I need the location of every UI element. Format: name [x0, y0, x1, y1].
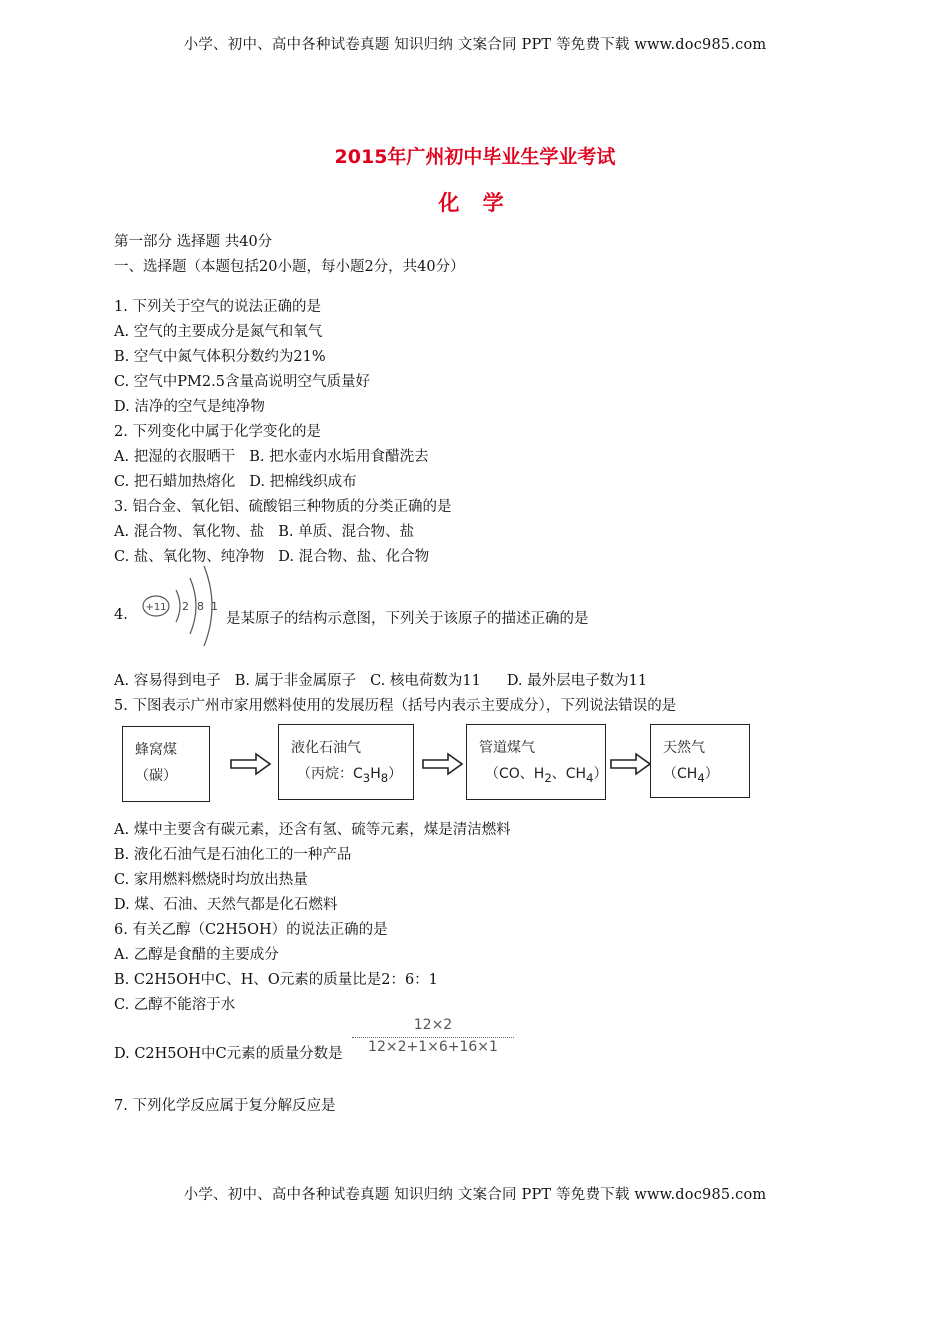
flow-box-2-comp-prefix: （丙烷：C — [297, 766, 363, 782]
flow-box-3-comp — [485, 763, 607, 785]
q4-number: 4. — [114, 607, 128, 623]
q1-option-b: B. 空气中氮气体积分数约为21% — [114, 349, 326, 365]
q3-option-b: B. 单质、混合物、盐 — [278, 524, 415, 540]
flow-box-3-sub1: 2 — [544, 770, 552, 785]
flow-box-1-comp: （碳） — [135, 768, 177, 784]
flow-box-4-comp — [663, 763, 719, 785]
q4-option-c: C. 核电荷数为11 — [370, 673, 481, 689]
fraction-denominator: 12×2+1×6+16×1 — [368, 1039, 498, 1055]
q3-stem: 3. 铝合金、氧化铝、硫酸铝三种物质的分类正确的是 — [114, 499, 452, 515]
q2-options-cd — [114, 470, 357, 491]
fuel-history-flowchart — [120, 722, 760, 804]
q4-options — [114, 669, 647, 690]
atom-shell-3-electrons: 1 — [211, 600, 218, 613]
q2-option-d: D. 把棉线织成布 — [249, 474, 357, 490]
flow-box-natural-gas — [650, 724, 750, 798]
q2-option-c: C. 把石蜡加热熔化 — [114, 474, 236, 490]
q4-stem: 是某原子的结构示意图，下列关于该原子的描述正确的是 — [226, 611, 589, 627]
flow-arrow-icon — [422, 752, 464, 776]
q6-option-d: D. C2H5OH中C元素的质量分数是 — [114, 1046, 343, 1062]
q6-option-b: B. C2H5OH中C、H、O元素的质量比是2：6：1 — [114, 972, 438, 988]
flow-box-2-sub2: 8 — [380, 770, 389, 785]
q7-stem: 7. 下列化学反应属于复分解反应是 — [114, 1098, 336, 1114]
atom-structure-diagram — [140, 564, 225, 648]
flow-box-honeycomb-coal — [122, 726, 210, 802]
flow-box-3-sub2: 4 — [586, 770, 594, 785]
flow-box-2-mid: H — [370, 766, 381, 782]
atom-shell-2 — [190, 578, 196, 634]
atom-nucleus-charge: +11 — [145, 602, 167, 613]
q2-option-a: A. 把湿的衣服晒干 — [114, 449, 236, 465]
q3-option-c: C. 盐、氧化物、纯净物 — [114, 549, 265, 565]
flow-box-3-name: 管道煤气 — [479, 740, 535, 756]
flow-box-4-sub1: 4 — [697, 770, 705, 785]
q6-option-a: A. 乙醇是食醋的主要成分 — [114, 947, 279, 963]
q1-option-a: A. 空气的主要成分是氮气和氧气 — [114, 324, 323, 340]
q1-option-d: D. 洁净的空气是纯净物 — [114, 399, 265, 415]
q2-option-b: B. 把水壶内水垢用食醋洗去 — [249, 449, 429, 465]
q4-option-a: A. 容易得到电子 — [114, 673, 221, 689]
flow-box-2-suffix: ） — [388, 766, 403, 782]
fraction-bar — [352, 1037, 514, 1038]
section-heading: 一、选择题（本题包括20小题，每小题2分，共40分） — [114, 259, 465, 275]
q5-option-c: C. 家用燃料燃烧时均放出热量 — [114, 872, 308, 888]
q5-option-a: A. 煤中主要含有碳元素，还含有氢、硫等元素，煤是清洁燃料 — [114, 822, 511, 838]
flow-arrow-icon — [610, 752, 652, 776]
atom-shell-1-electrons: 2 — [182, 600, 189, 613]
q3-options-cd — [114, 545, 429, 566]
flow-box-pipeline-gas — [466, 724, 606, 800]
flow-box-3-mid: 、CH — [551, 766, 587, 782]
flow-box-2-name: 液化石油气 — [291, 740, 361, 756]
exam-title: 2015年广州初中毕业生学业考试 — [334, 146, 616, 168]
q3-options-ab — [114, 520, 414, 541]
q5-option-d: D. 煤、石油、天然气都是化石燃料 — [114, 897, 338, 913]
q1-option-c: C. 空气中PM2.5含量高说明空气质量好 — [114, 374, 370, 390]
q2-options-ab — [114, 445, 429, 466]
atom-shell-1 — [176, 590, 180, 622]
mass-fraction-formula — [350, 1017, 516, 1059]
q1-stem: 1. 下列关于空气的说法正确的是 — [114, 299, 321, 315]
fraction-numerator: 12×2 — [413, 1017, 453, 1033]
q6-option-c: C. 乙醇不能溶于水 — [114, 997, 236, 1013]
flow-box-4-comp-prefix: （CH — [663, 766, 698, 782]
q5-stem: 5. 下图表示广州市家用燃料使用的发展历程（括号内表示主要成分），下列说法错误的是 — [114, 698, 677, 714]
flow-box-2-comp — [297, 763, 402, 785]
flow-box-4-name: 天然气 — [663, 740, 705, 756]
atom-shell-2-electrons: 8 — [197, 600, 204, 613]
flow-box-3-suffix: ） — [593, 766, 608, 782]
q3-option-a: A. 混合物、氧化物、盐 — [114, 524, 265, 540]
q6-stem: 6. 有关乙醇（C2H5OH）的说法正确的是 — [114, 922, 388, 938]
q2-stem: 2. 下列变化中属于化学变化的是 — [114, 424, 321, 440]
page-header: 小学、初中、高中各种试卷真题 知识归纳 文案合同 PPT 等免费下载 www.doc985.com — [183, 37, 767, 53]
part-label: 第一部分 选择题 共40分 — [114, 234, 273, 250]
page-footer: 小学、初中、高中各种试卷真题 知识归纳 文案合同 PPT 等免费下载 www.doc985.com — [183, 1187, 767, 1203]
q3-option-d: D. 混合物、盐、化合物 — [278, 549, 430, 565]
flow-box-2-sub1: 3 — [362, 770, 371, 785]
flow-box-4-suffix: ） — [704, 766, 719, 782]
q5-option-b: B. 液化石油气是石油化工的一种产品 — [114, 847, 352, 863]
flow-box-3-comp-prefix: （CO、H — [485, 766, 545, 782]
flow-arrow-icon — [230, 752, 272, 776]
flow-box-lpg — [278, 724, 414, 800]
flow-box-1-name: 蜂窝煤 — [135, 742, 177, 758]
subject-title: 化 学 — [438, 191, 512, 215]
q4-option-d: D. 最外层电子数为11 — [506, 673, 648, 689]
q4-option-b: B. 属于非金属原子 — [234, 673, 357, 689]
